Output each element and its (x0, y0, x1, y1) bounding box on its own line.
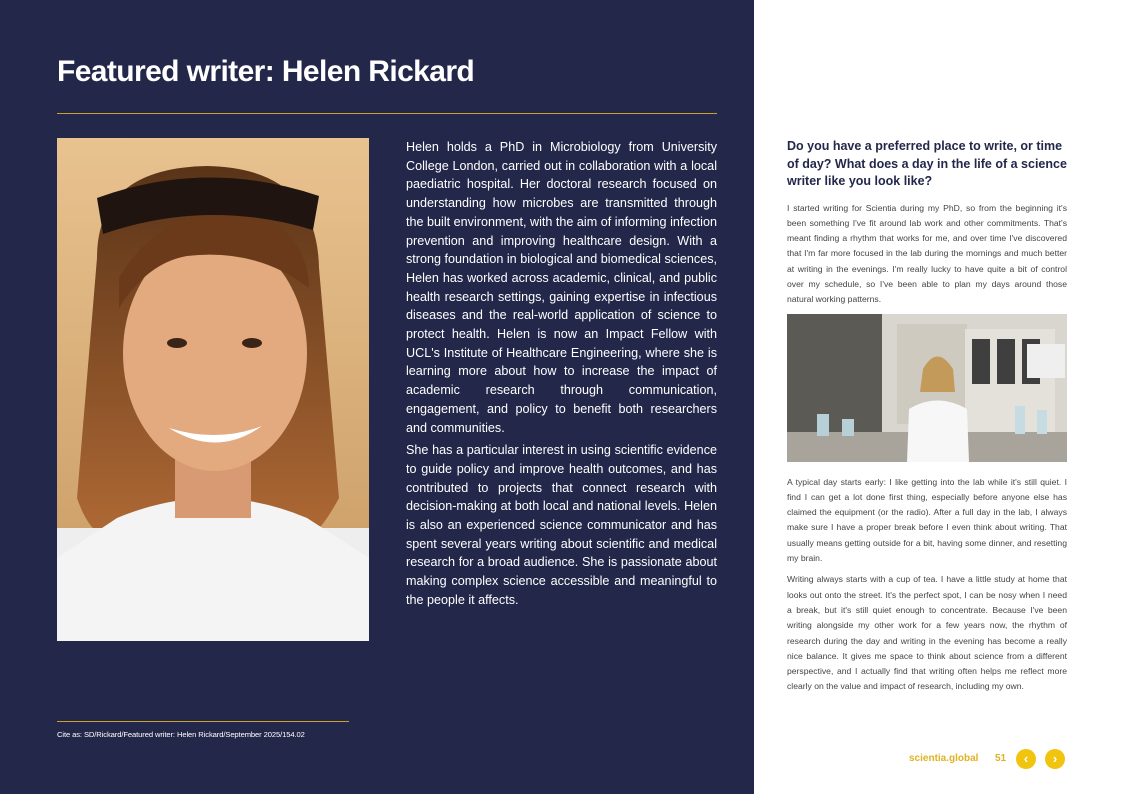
chevron-left-icon: ‹ (1023, 751, 1029, 766)
bio-text (406, 138, 717, 614)
bio-paragraph: She has a particular interest in using scientific evidence to guide policy and improve health outcomes, and has contributed to projects that connect research with decision-making at both local and national levels. Helen is also an experienced science communicator and has spent several years writing about scientific and medical research for a broad audience. She is passionate about making complex science accessible and meaningful to the people it affects. (406, 443, 717, 607)
previous-page-button[interactable] (1016, 749, 1036, 769)
interview-column (787, 138, 1067, 701)
page-footer (909, 749, 1067, 769)
answer-paragraph: A typical day starts early: I like getting into the lab while it's still quiet. I find I can get a lot done first thing, especially before anyone else has claimed the equipment (or the radio). After a full day in the lab, I always make sure I have a proper break before I even think about writing. That usually means getting outside for a bit, having some dinner, and resetting my brain. (787, 476, 1067, 564)
next-page-button[interactable] (1045, 749, 1065, 769)
lab-photo (787, 314, 1067, 462)
answer-paragraph: Writing always starts with a cup of tea. I have a little study at home that looks out onto the street. It's the perfect spot, I can be nosy when I need a break, but it's still quiet enough to concentrate. Because I've been writing alongside my other work for a few years now, the rhythm of research during the day and writing in the evening has become a really nice balance. It gives me space to think about science from a different perspective, and I actually find that writing often helps me reflect more clearly on the value and impact of research, including my own. (787, 574, 1067, 692)
page-title: Featured writer: Helen Rickard (57, 55, 475, 88)
citation-text: Cite as: SD/Rickard/Featured writer: Helen Rickard/September 2025/154.02 (57, 730, 305, 739)
chevron-right-icon: › (1052, 751, 1058, 766)
page-number: 51 (995, 753, 1007, 764)
bio-paragraph: Helen holds a PhD in Microbiology from University College London, carried out in collaboration with a local paediatric hospital. Her doctoral research focused on understanding how microbes are transmitted through the built environment, with the aim of informing infection prevention and improving healthcare design. With a strong foundation in biological and biomedical sciences, Helen has worked across academic, clinical, and public health research settings, gaining expertise in infectious diseases and the real-world application of science to protect health. Helen is now an Impact Fellow with UCL's Institute of Healthcare Engineering, where she is learning more about how to increase the impact of academic research through communication, engagement, and policy to benefit both researchers and communities. (406, 140, 717, 435)
cite-divider (57, 721, 349, 722)
interview-question: Do you have a preferred place to write, or time of day? What does a day in the life of a science writer like you look like? (787, 139, 1067, 188)
site-link[interactable]: scientia.global (909, 753, 979, 764)
title-divider (57, 113, 717, 114)
portrait-photo (57, 138, 369, 641)
answer-paragraph: I started writing for Scientia during my PhD, so from the beginning it's been something I've fit around lab work and other commitments. That's meant finding a rhythm that works for me, and over time I've discovered that I'm far more focused in the lab during the mornings and much better at writing in the evenings. I'm really lucky to have quite a bit of control over my schedule, so I've been able to plan my days around those natural working patterns. (787, 202, 1067, 305)
